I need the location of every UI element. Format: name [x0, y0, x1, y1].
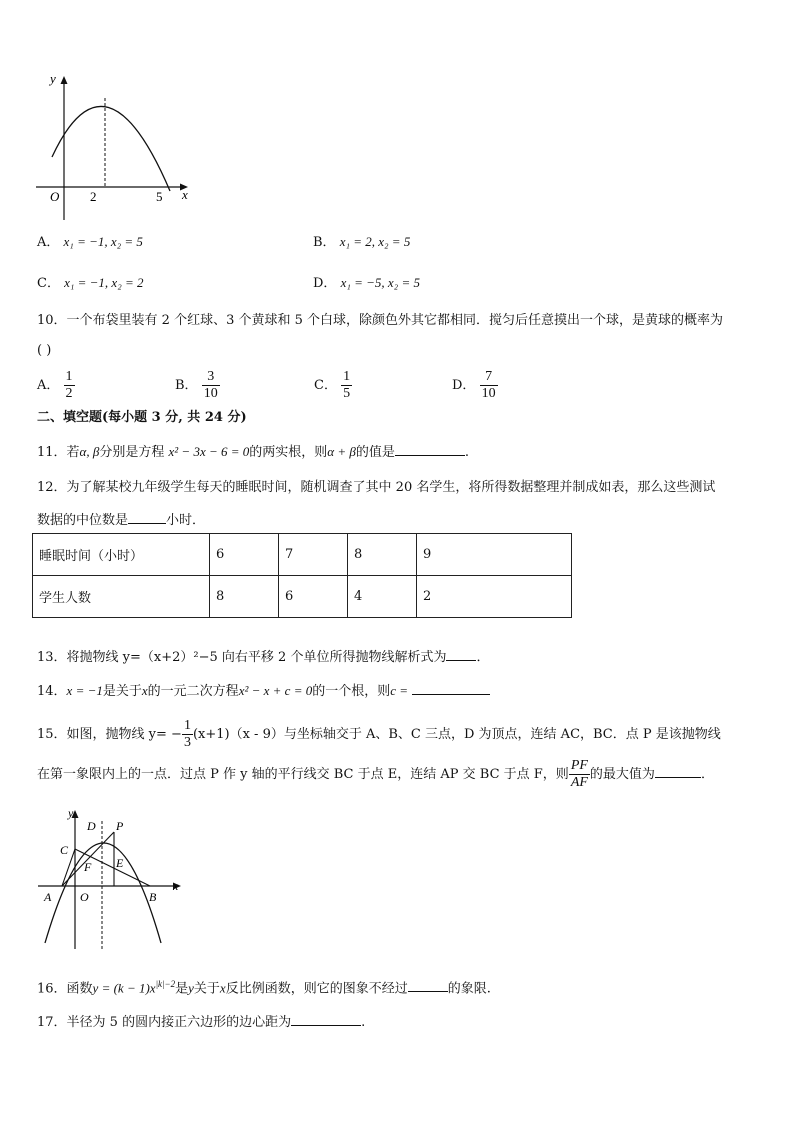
q13-answer-blank[interactable]: [446, 646, 476, 661]
q10-option-a-fraction: $\frac{1}{2}$: [65, 369, 73, 401]
q9-option-a-text: x₁ = −1, x₂ = 5: [63, 234, 143, 249]
q12-answer-blank[interactable]: [128, 509, 166, 524]
table-cell: 8: [348, 534, 417, 576]
point-f-label: F: [84, 860, 92, 874]
section-heading: 二、填空题(每小题 3 分, 共 24 分): [37, 410, 247, 425]
q12-text-line1: 12．为了解某校九年级学生每天的睡眠时间，随机调查了其中 20 名学生，将所得数据整理并制成如表，那么这些测试: [37, 480, 716, 495]
q15-answer-blank[interactable]: [655, 763, 701, 778]
q9-option-a: A． x₁ = −1, x₂ = 5: [37, 234, 143, 250]
y-axis-label: y: [50, 71, 56, 86]
table-row: [33, 576, 572, 618]
q14-answer-blank[interactable]: [412, 680, 490, 695]
q15-fraction: $\frac{1}{3}$: [183, 718, 191, 750]
parabola-curve: [52, 106, 170, 191]
q9-option-c-text: x₁ = −1, x₂ = 2: [64, 275, 144, 290]
table-row: [33, 534, 572, 576]
point-b-label: B: [149, 890, 157, 904]
q10-option-b: B． $\frac{3}{10}$: [175, 369, 218, 401]
table-cell: 7: [279, 534, 348, 576]
q10-option-b-fraction: $\frac{3}{10}$: [203, 369, 218, 401]
origin-label: O: [80, 890, 89, 904]
y-axis-arrow: [61, 76, 68, 84]
q10-paren: ( ): [37, 343, 52, 358]
tick-label-2: 2: [90, 189, 97, 204]
q9-option-b: B． x₁ = 2, x₂ = 5: [313, 234, 411, 250]
table-cell: 4: [348, 576, 417, 618]
q9-option-d-text: x₁ = −5, x₂ = 5: [340, 275, 420, 290]
point-p-label: P: [116, 819, 124, 833]
q10-option-c-fraction: $\frac{1}{5}$: [343, 369, 351, 401]
table-header-cell: 学生人数: [33, 576, 210, 618]
table-cell: 9: [417, 534, 572, 576]
q15-text-line2: 在第一象限内上的一点．过点 P 作 y 轴的平行线交 BC 于点 E，连结 AP 交 BC 于点 F，则 $\frac{PF}{AF}$ 的最大值为 ．: [37, 758, 714, 790]
q12-text-line2: 数据的中位数是 小时．: [37, 509, 205, 531]
q17-text: 17．半径为 5 的圆内接正六边形的边心距为 .: [37, 1011, 365, 1033]
x-axis-label: x: [182, 187, 188, 202]
q11-answer-blank[interactable]: [395, 441, 465, 456]
q9-option-c: C． x₁ = −1, x₂ = 2: [37, 275, 144, 291]
table-cell: 8: [210, 576, 279, 618]
origin-label: O: [50, 189, 60, 204]
x-axis-label: x: [173, 879, 179, 893]
table-cell: 6: [210, 534, 279, 576]
q9-option-d: D． x₁ = −5, x₂ = 5: [313, 275, 420, 291]
q13-text: 13．将抛物线 y=（x+2）²−5 向右平移 2 个单位所得抛物线解析式为 ．: [37, 646, 489, 668]
table-header-cell: 睡眠时间（小时）: [33, 534, 210, 576]
figure-parabola-1: [30, 65, 200, 225]
q14-text: 14．x = −1是关于x的一元二次方程x² − x + c = 0的一个根，则c =: [37, 680, 490, 702]
q11-text: 11．若α, β分别是方程 x² − 3x − 6 = 0的两实根，则α + β的值是 .: [37, 441, 469, 463]
table-cell: 6: [279, 576, 348, 618]
q16-answer-blank[interactable]: [408, 977, 448, 992]
tick-label-5: 5: [156, 189, 163, 204]
q16-text: 16．函数$y = (k - 1)x^{|k|-2}$是y关于x反比例函数，则它的图象不经过 的象限.: [37, 979, 491, 997]
q10-option-c: C． $\frac{1}{5}$: [314, 369, 351, 401]
point-d-label: D: [87, 819, 96, 833]
q10-option-a: A． $\frac{1}{2}$: [37, 369, 73, 401]
q9-option-b-text: x₁ = 2, x₂ = 5: [339, 234, 411, 249]
parabola-curve: [45, 843, 161, 943]
table-cell: 2: [417, 576, 572, 618]
q10-text: 10．一个布袋里装有 2 个红球、3 个黄球和 5 个白球，除颜色外其它都相同．搅匀后任意摸出一个球，是黄球的概率为: [37, 313, 724, 328]
q17-answer-blank[interactable]: [291, 1011, 361, 1026]
q15-ratio: $\frac{PF}{AF}$: [570, 758, 588, 790]
y-axis-label: y: [68, 806, 74, 820]
q10-option-d: D． $\frac{7}{10}$: [452, 369, 496, 401]
figure-parabola-2: [34, 803, 194, 953]
sleep-table: [32, 533, 572, 618]
point-e-label: E: [116, 856, 124, 870]
point-c-label: C: [60, 843, 69, 857]
point-a-label: A: [44, 890, 52, 904]
q15-text-line1: 15．如图，抛物线 y= − $\frac{1}{3}$ (x+1)（x - 9）与坐标轴交于 A、B、C 三点，D 为顶点，连结 AC，BC．点 P 是该抛物线: [37, 718, 721, 750]
segment-ap: [62, 832, 114, 886]
q10-option-d-fraction: $\frac{7}{10}$: [481, 369, 496, 401]
